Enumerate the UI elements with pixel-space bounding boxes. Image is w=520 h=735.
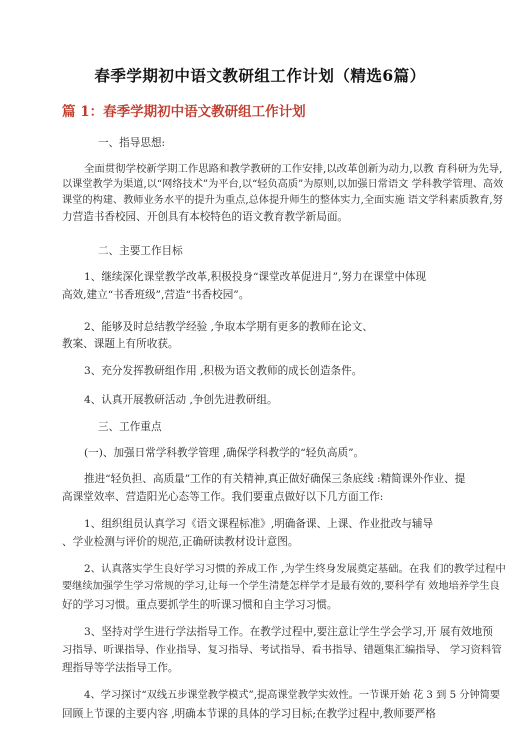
heading-main-goals: 二、主要工作目标 <box>98 245 183 257</box>
heading-work-focus: 三、工作重点 <box>98 421 162 433</box>
body-line: 要继续加强学生学习常规的学习,让每一个学生清楚怎样学才是最有效的,要科学有 效地培养学生良 <box>62 581 500 592</box>
body-line: 教案、课题上有所收获。 <box>62 338 179 350</box>
body-line: 力营造书香校园、开创具有本校特色的语文教育教学新局面。 <box>62 211 349 223</box>
body-line: 全面贯彻学校新学期工作思路和教学教研的工作安排,以改革创新为动力,以教 育科研为先导, <box>84 163 503 175</box>
body-line: 4、学习探讨“双线五步课堂教学模式”,提高课堂教学实效性。一节课开始 花 3 到 5 分钟简要 <box>84 690 501 701</box>
body-line: 3、坚持对学生进行学法指导工作。在教学过程中,要注意让学生学会学习,开 展有效地预 <box>84 626 493 638</box>
body-line: (一)、加强日常学科教学管理 ,确保学科教学的“轻负高质”。 <box>84 447 365 459</box>
body-line: 2、认真落实学生良好学习习惯的养成工作 ,为学生终身发展奠定基础。在我 们的教学过程中 <box>84 563 506 575</box>
section-heading: 篇 1：春季学期初中语文教研组工作计划 <box>62 104 306 120</box>
body-line: 课堂的构建、教师业务水平的提升为重点,总体提升师生的整体实力,全面实施 语文学科素质教育,努 <box>62 195 503 206</box>
body-line: 3、充分发挥教研组作用 ,积极为语文教师的成长创造条件。 <box>84 365 363 377</box>
body-line: 以课堂教学为渠道,以“网络技术”为平台,以“轻负高质”为原则,以加强日常语文 学科教学管理、高效 <box>62 179 504 190</box>
body-line: 1、继续深化课堂教学改革,积极投身“课堂改革促进月”,努力在课堂中体现 <box>84 271 427 283</box>
body-line: 回顾上节课的主要内容 ,明确本节课的具体的学习目标;在教学过程中,教师要严格 <box>62 708 436 720</box>
body-line: 4、认真开展教研活动 ,争创先进教研组。 <box>84 394 278 406</box>
body-line: 、学业检测与评价的规范,正确研读教材设计意图。 <box>62 536 299 548</box>
body-line: 习指导、听课指导、作业指导、复习指导、考试指导、看书指导、错题集汇编指导、 学习资料管 <box>62 644 502 656</box>
body-line: 理指导等学法指导工作。 <box>62 662 179 674</box>
body-line: 1、组织组员认真学习《语文课程标准》,明确备课、上课、作业批改与辅导 <box>84 518 434 530</box>
body-line: 好的学习习惯。重点要抓学生的听课习惯和自主学习习惯。 <box>62 599 338 611</box>
body-line: 推进“轻负担、高质量”工作的有关精神,真正做好确保三条底线 :精简课外作业、提 <box>84 473 466 485</box>
body-line: 2、能够及时总结教学经验 ,争取本学期有更多的教师在论文、 <box>84 321 373 333</box>
body-line: 高课堂效率、营造阳光心态等工作。我们要重点做好以下几方面工作: <box>62 491 384 503</box>
body-line: 高效,建立“书香班级”,营造“书香校园”。 <box>62 289 250 301</box>
document-title: 春季学期初中语文教研组工作计划（精选6篇） <box>94 66 426 85</box>
heading-guiding-ideology: 一、指导思想: <box>98 137 166 149</box>
